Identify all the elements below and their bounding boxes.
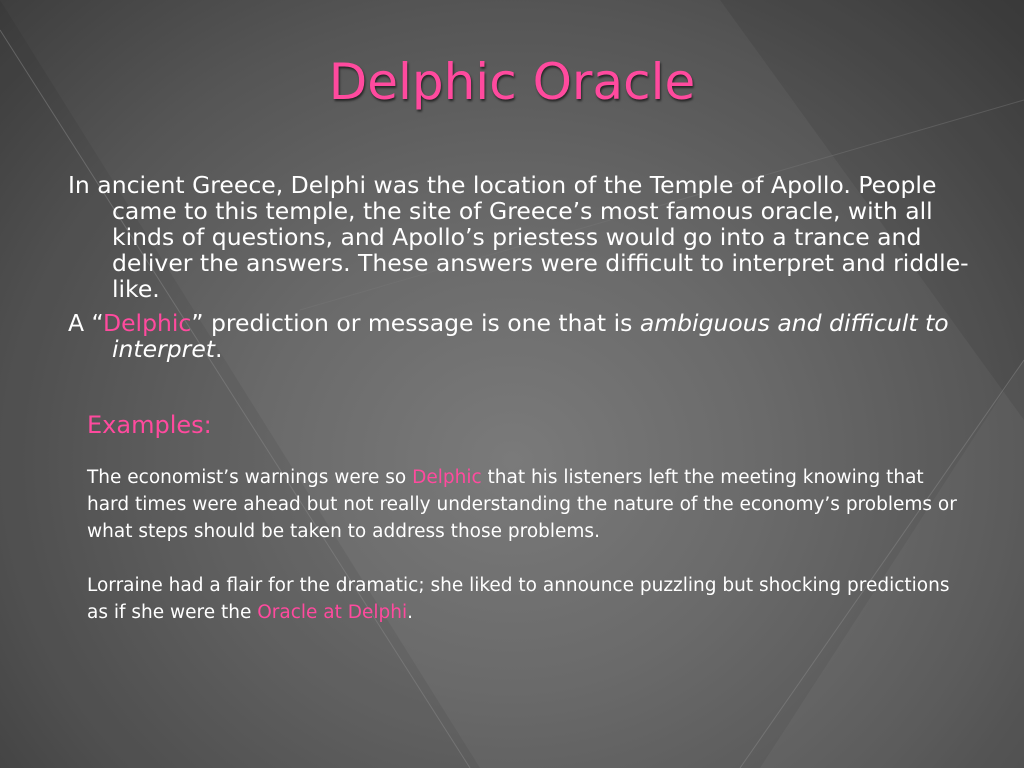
definition-suffix: .	[215, 335, 223, 363]
slide-body	[68, 172, 978, 362]
definition-prefix: A “	[68, 309, 103, 337]
examples-section	[87, 410, 957, 653]
example1-highlight: Delphic	[412, 467, 482, 488]
paragraph-delphic-definition	[68, 310, 978, 362]
example2-before: Lorraine had a flair for the dramatic; she liked to announce puzzling but shocking predictions as if she were the	[87, 575, 950, 623]
slide-title: Delphic Oracle	[328, 53, 696, 111]
examples-heading: Examples:	[87, 411, 212, 439]
definition-italic: ambiguous and difficult to interpret	[112, 309, 949, 363]
definition-middle: ” prediction or message is one that is	[191, 309, 640, 337]
example1-before: The economist’s warnings were so	[87, 467, 413, 488]
delphic-highlight: Delphic	[103, 309, 192, 337]
example-lorraine	[87, 572, 957, 626]
example2-highlight-link[interactable]: Oracle at Delphi	[257, 602, 408, 623]
example2-after: .	[407, 602, 414, 623]
paragraph-delphi-history: In ancient Greece, Delphi was the location of the Temple of Apollo. People came to this temple, the site of Greece’s most famous oracle, with all kinds of questions, and Apollo’s priestess would go into a trance and deliver the answers. These answers were difficult to interpret and riddle-like.	[68, 171, 969, 303]
example-economist	[87, 464, 957, 545]
example1-after: that his listeners left the meeting knowing that hard times were ahead but not really understanding the nature of the economy’s problems or what steps should be taken to address those problems.	[87, 467, 957, 542]
